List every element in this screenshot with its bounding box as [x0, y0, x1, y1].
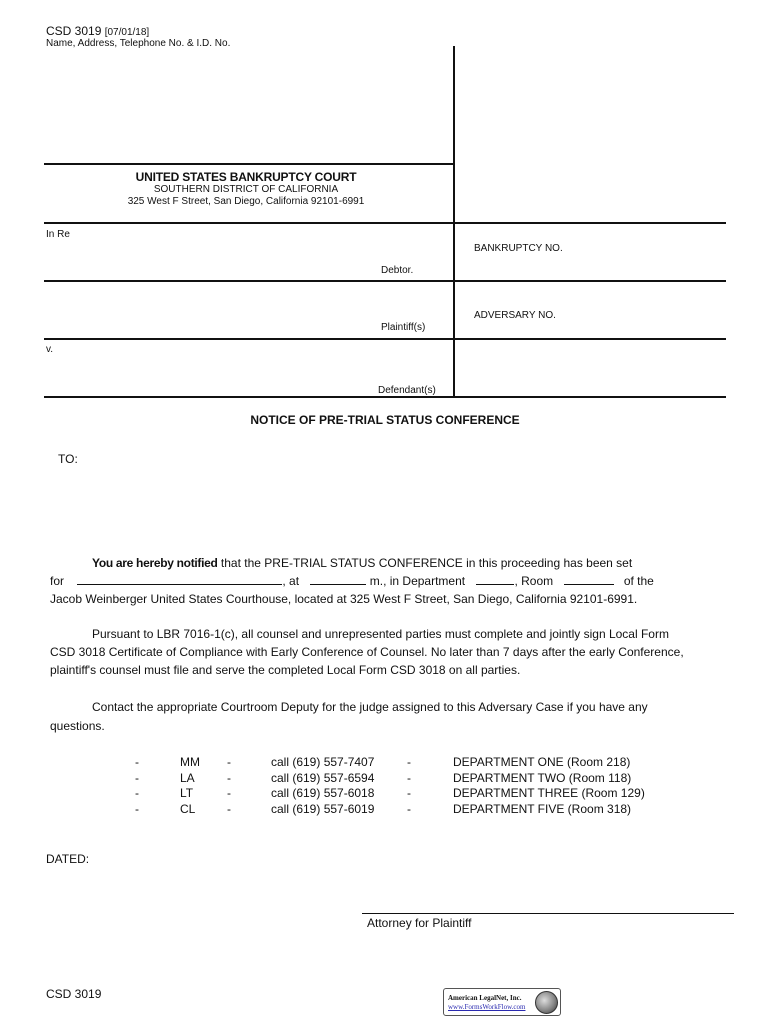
- dated-label: DATED:: [46, 852, 90, 866]
- department-label: m., in Department: [369, 574, 466, 588]
- adversary-no-label: ADVERSARY NO.: [474, 310, 556, 321]
- dash: -: [227, 786, 231, 800]
- judge-initials: CL: [180, 801, 196, 816]
- dash: -: [407, 755, 411, 769]
- schedule-line: [50, 572, 654, 591]
- department-row: [0, 802, 770, 818]
- name-address-label: Name, Address, Telephone No. & I.D. No.: [46, 38, 231, 49]
- american-legalnet-logo[interactable]: [443, 988, 561, 1016]
- department-name: DEPARTMENT THREE (Room 129): [453, 786, 645, 800]
- dash: -: [135, 755, 139, 769]
- plaintiff-label: Plaintiff(s): [381, 322, 426, 333]
- department-name: DEPARTMENT ONE (Room 218): [453, 755, 631, 769]
- to-recipients-field[interactable]: [84, 448, 724, 538]
- conference-time-field[interactable]: [310, 572, 366, 585]
- court-district: SOUTHERN DISTRICT OF CALIFORNIA: [153, 184, 339, 195]
- form-id-footer: CSD 3019: [46, 987, 102, 1001]
- logo-company-name: American LegalNet, Inc.: [448, 994, 522, 1002]
- defendant-name-field[interactable]: [60, 344, 448, 380]
- logo-website-link[interactable]: www.FormsWorkFlow.com: [448, 1003, 526, 1011]
- department-row: [0, 786, 770, 802]
- globe-icon: [535, 991, 558, 1014]
- attorney-info-field[interactable]: [46, 52, 450, 160]
- dash: -: [227, 770, 231, 785]
- divider-line: [44, 280, 726, 282]
- at-label: , at: [282, 574, 300, 588]
- department-phone: call (619) 557-6019: [271, 801, 375, 816]
- dash: -: [135, 786, 139, 800]
- judge-initials: LT: [180, 786, 194, 800]
- dash: -: [227, 801, 231, 816]
- notice-paragraph-1: [92, 554, 632, 573]
- lbr-paragraph-line-2: CSD 3018 Certificate of Compliance with Early Conference of Counsel. No later than 7 days after the early Conference,: [50, 645, 684, 659]
- department-phone: call (619) 557-7407: [271, 755, 375, 769]
- form-id-header: [46, 24, 149, 38]
- department-row: [0, 771, 770, 787]
- adversary-no-field[interactable]: [474, 322, 714, 336]
- bankruptcy-no-field[interactable]: [474, 256, 714, 276]
- lbr-paragraph-line-3: plaintiff's counsel must file and serve the completed Local Form CSD 3018 on all parties.: [50, 663, 521, 677]
- judge-initials: LA: [180, 770, 195, 785]
- department-table: [0, 755, 770, 817]
- dash: -: [135, 801, 139, 816]
- department-name: DEPARTMENT FIVE (Room 318): [453, 801, 632, 816]
- court-address: 325 West F Street, San Diego, California 92101-6991: [127, 196, 365, 207]
- judge-initials: MM: [180, 755, 200, 769]
- divider-line: [44, 222, 726, 224]
- dash: -: [407, 770, 411, 785]
- room-field[interactable]: [564, 572, 614, 585]
- to-label: TO:: [58, 452, 78, 466]
- dash: -: [227, 755, 231, 769]
- in-re-label: In Re: [46, 229, 70, 240]
- dash: -: [135, 770, 139, 785]
- for-label: for: [50, 574, 65, 588]
- debtor-name-field[interactable]: [80, 228, 448, 262]
- department-phone: call (619) 557-6018: [271, 786, 375, 800]
- bankruptcy-no-label: BANKRUPTCY NO.: [474, 243, 563, 254]
- divider-line: [44, 338, 726, 340]
- room-label: , Room: [514, 574, 554, 588]
- lbr-paragraph-line-1: Pursuant to LBR 7016-1(c), all counsel and unrepresented parties must complete and jointly sign Local Form: [92, 627, 669, 641]
- form-id: CSD 3019: [46, 24, 102, 38]
- department-field[interactable]: [476, 572, 514, 585]
- courthouse-text: Jacob Weinberger United States Courthouse, located at 325 West F Street, San Diego, California 92101-6991.: [50, 592, 638, 606]
- defendant-label: Defendant(s): [378, 385, 436, 396]
- plaintiff-name-field[interactable]: [46, 286, 446, 318]
- attorney-signature-field[interactable]: [362, 880, 734, 912]
- department-phone: call (619) 557-6594: [271, 770, 375, 785]
- court-title: UNITED STATES BANKRUPTCY COURT: [135, 170, 357, 184]
- conference-date-field[interactable]: [77, 572, 282, 585]
- divider-line: [44, 396, 726, 398]
- versus-label: v.: [46, 344, 54, 355]
- notice-title: NOTICE OF PRE-TRIAL STATUS CONFERENCE: [250, 413, 520, 427]
- department-row: [0, 755, 770, 771]
- contact-paragraph-line-1: Contact the appropriate Courtroom Deputy for the judge assigned to this Adversary Case if you have any: [92, 700, 648, 714]
- signature-line: [362, 913, 734, 914]
- notified-bold-text: You are hereby notified: [92, 556, 218, 570]
- dated-field[interactable]: [96, 848, 296, 866]
- department-name: DEPARTMENT TWO (Room 118): [453, 770, 632, 785]
- notified-text: that the PRE-TRIAL STATUS CONFERENCE in this proceeding has been set: [217, 556, 633, 570]
- attorney-for-plaintiff-label: Attorney for Plaintiff: [367, 916, 472, 930]
- divider-line: [44, 163, 454, 165]
- of-the-label: of the: [623, 574, 654, 588]
- dash: -: [407, 786, 411, 800]
- dash: -: [407, 801, 411, 816]
- form-date: [07/01/18]: [104, 27, 150, 38]
- contact-paragraph-line-2: questions.: [50, 719, 105, 733]
- debtor-label: Debtor.: [381, 265, 414, 276]
